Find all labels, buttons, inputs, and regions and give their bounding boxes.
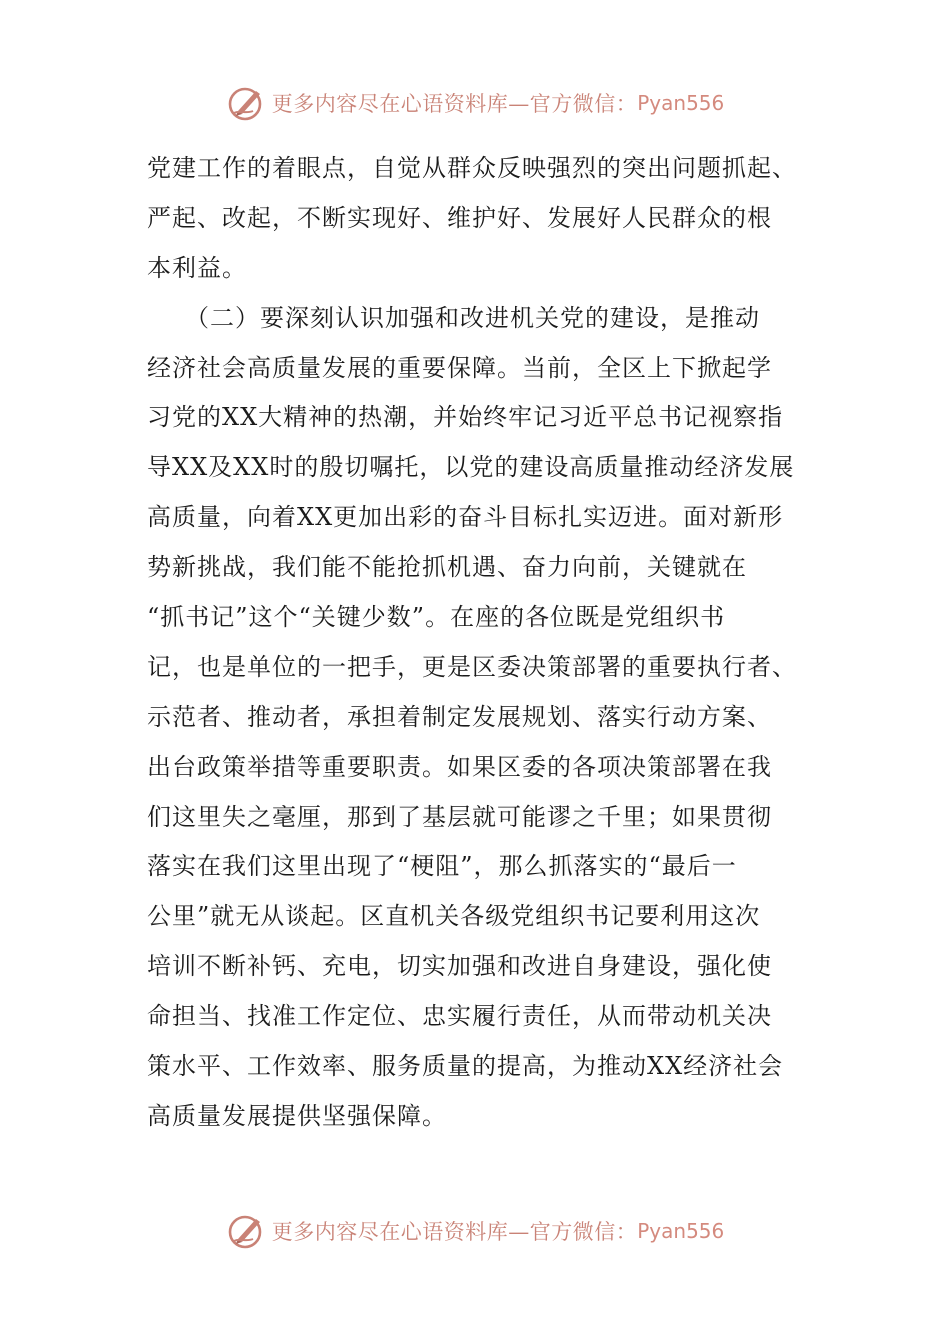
body-line: 势新挑战，我们能不能抢抓机遇、奋力向前，关键就在 — [147, 553, 747, 582]
body-line: 严起、改起，不断实现好、维护好、发展好人民群众的根 — [147, 203, 772, 232]
header-watermark-banner — [0, 80, 950, 126]
footer-banner-text: 更多内容尽在心语资料库—官方微信： — [271, 1220, 638, 1244]
body-line: 经济社会高质量发展的重要保障。当前，全区上下掀起学 — [147, 353, 772, 382]
body-line: 习党的XX大精神的热潮，并始终牢记习近平总书记视察指 — [147, 403, 784, 432]
pen-circle-logo-icon — [226, 83, 266, 123]
header-banner-text: 更多内容尽在心语资料库—官方微信： — [271, 92, 638, 116]
body-line: 党建工作的着眼点，自觉从群众反映强烈的突出问题抓起、 — [147, 154, 797, 182]
body-line: 出台政策举措等重要职责。如果区委的各项决策部署在我 — [147, 752, 772, 781]
body-line: “抓书记”这个“关键少数”。在座的各位既是党组织书 — [147, 603, 726, 632]
body-line: （二）要深刻认识加强和改进机关党的建设，是推动 — [147, 303, 760, 332]
footer-watermark-banner — [0, 1208, 950, 1254]
body-line: 记，也是单位的一把手，更是区委决策部署的重要执行者、 — [147, 652, 797, 681]
document-body — [147, 144, 807, 1142]
body-line: 公里”就无从谈起。区直机关各级党组织书记要利用这次 — [147, 902, 761, 931]
body-line: 高质量发展提供坚强保障。 — [147, 1101, 447, 1130]
body-line: 策水平、工作效率、服务质量的提高，为推动XX经济社会 — [147, 1052, 784, 1081]
body-line: 导XX及XX时的殷切嘱托，以党的建设高质量推动经济发展 — [147, 453, 795, 482]
footer-wechat-id: Pyan556 — [637, 1219, 725, 1243]
body-line: 示范者、推动者，承担着制定发展规划、落实行动方案、 — [147, 702, 772, 731]
body-line: 们这里失之毫厘，那到了基层就可能谬之千里；如果贯彻 — [147, 802, 772, 831]
body-line: 本利益。 — [147, 253, 247, 282]
body-line: 培训不断补钙、充电，切实加强和改进自身建设，强化使 — [147, 952, 772, 981]
body-line: 高质量，向着XX更加出彩的奋斗目标扎实迈进。面对新形 — [147, 503, 784, 532]
header-wechat-id: Pyan556 — [637, 91, 725, 115]
body-line: 落实在我们这里出现了“梗阻”，那么抓落实的“最后一 — [147, 852, 737, 881]
body-line: 命担当、找准工作定位、忠实履行责任，从而带动机关决 — [147, 1002, 772, 1031]
pen-circle-logo-icon — [226, 1211, 266, 1251]
